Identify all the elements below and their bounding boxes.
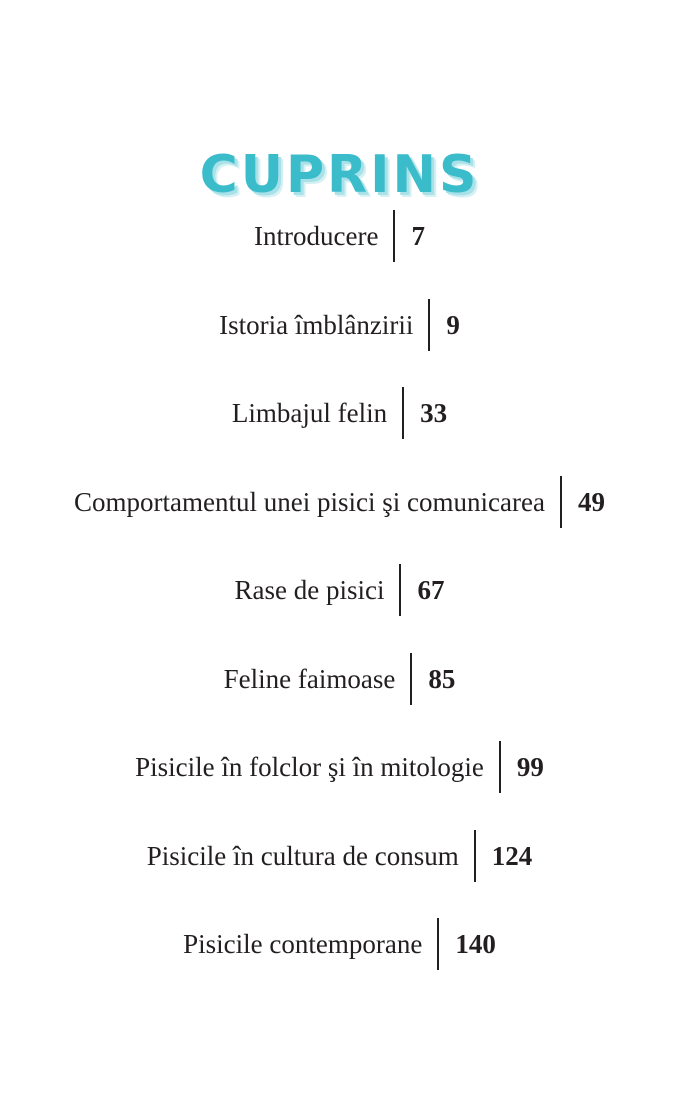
toc-entry-page: 99	[516, 752, 544, 782]
toc-entry-label: Rase de pisici	[234, 575, 385, 605]
toc-entry-page: 7	[411, 221, 425, 251]
toc-entry-label: Pisicile în folclor şi în mitologie	[135, 752, 484, 782]
page-title	[0, 143, 679, 207]
toc-entry-label: Pisicile în cultura de consum	[146, 840, 459, 871]
toc-entry-label: Introducere	[254, 221, 379, 251]
toc-entry	[0, 564, 679, 653]
toc-entry-label: Limbajul felin	[231, 398, 388, 428]
toc-entry-label: Pisicile contemporane	[183, 929, 423, 959]
toc-entry	[0, 387, 679, 476]
table-of-contents	[0, 210, 679, 1007]
toc-entry	[0, 210, 679, 299]
toc-entry-page: 124	[491, 840, 533, 871]
toc-entry	[0, 653, 679, 742]
toc-entry-label: Istoria îmblânzirii	[219, 309, 414, 340]
toc-entry	[0, 476, 679, 565]
toc-entry	[0, 918, 679, 1007]
toc-entry	[0, 830, 679, 919]
toc-entry-page: 49	[577, 486, 605, 517]
toc-entry-page: 140	[455, 929, 496, 959]
toc-entry-page: 9	[446, 309, 460, 340]
toc-entry	[0, 741, 679, 830]
page-title-text: CUPRINS	[199, 144, 480, 205]
toc-entry-page: 33	[420, 398, 448, 428]
toc-entry-page: 67	[417, 575, 445, 605]
toc-entry-label: Feline faimoase	[223, 663, 396, 694]
toc-entry	[0, 299, 679, 388]
toc-entry-page: 85	[428, 663, 456, 694]
toc-entry-label: Comportamentul unei pisici şi comunicarea	[74, 486, 545, 517]
